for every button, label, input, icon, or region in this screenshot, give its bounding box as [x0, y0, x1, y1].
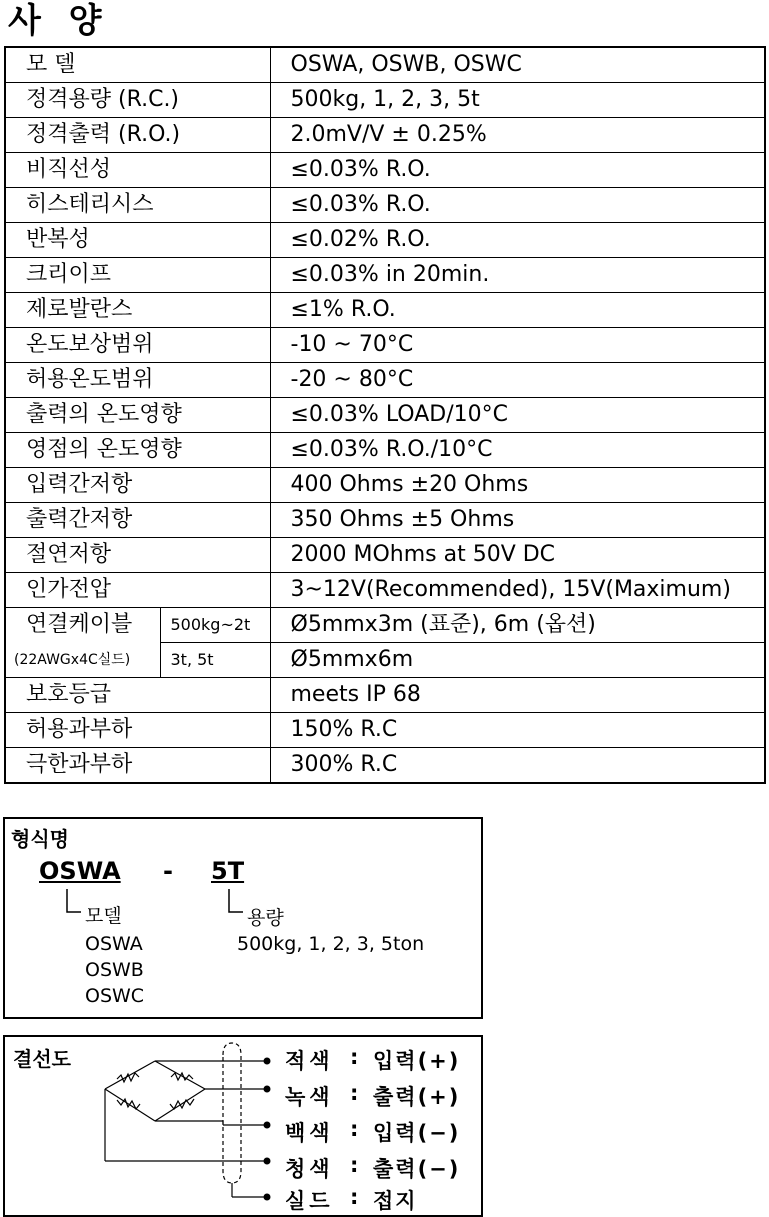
- spec-row: [5, 188, 765, 223]
- spec-value: 350 Ohms ±5 Ohms: [270, 503, 765, 538]
- spec-value: ≤0.02% R.O.: [270, 223, 765, 258]
- model-code-capacity: 5T: [211, 857, 245, 885]
- cable-sublabel: (22AWGx4C실드): [5, 643, 160, 678]
- spec-label: 출력간저항: [5, 503, 270, 538]
- spec-value: -20 ~ 80°C: [270, 363, 765, 398]
- spec-label: 모 델: [5, 47, 270, 83]
- spec-row: [5, 468, 765, 503]
- spec-value: OSWA, OSWB, OSWC: [270, 47, 765, 83]
- spec-label: 온도보상범위: [5, 328, 270, 363]
- spec-row: [5, 748, 765, 784]
- cable-value-1: Ø5mmx3m (표준), 6m (옵션): [270, 608, 765, 643]
- spec-label: 정격용량 (R.C.): [5, 83, 270, 118]
- spec-row: [5, 538, 765, 573]
- wire-color: 백색: [285, 1121, 334, 1145]
- wire-function: 입력(+): [373, 1049, 461, 1073]
- spec-label: 크리이프: [5, 258, 270, 293]
- model-code-dash: -: [163, 857, 173, 885]
- wire-sep: :: [350, 1185, 363, 1209]
- spec-label: 입력간저항: [5, 468, 270, 503]
- spec-value: ≤0.03% in 20min.: [270, 258, 765, 293]
- wire-color: 녹색: [285, 1085, 334, 1109]
- spec-row: [5, 713, 765, 748]
- wire-function: 출력(+): [373, 1085, 461, 1109]
- wire-color: 적색: [285, 1049, 334, 1073]
- spec-row: [5, 258, 765, 293]
- spec-label: 허용온도범위: [5, 363, 270, 398]
- spec-value: 150% R.C: [270, 713, 765, 748]
- spec-label: 허용과부하: [5, 713, 270, 748]
- cable-value-2: Ø5mmx6m: [270, 643, 765, 678]
- wire-sep: :: [350, 1081, 363, 1105]
- model-option-1: OSWA: [85, 933, 143, 955]
- wiring-title: 결선도: [13, 1047, 71, 1071]
- capacity-options: 500kg, 1, 2, 3, 5ton: [237, 933, 425, 955]
- spec-label: 절연저항: [5, 538, 270, 573]
- spec-label: 출력의 온도영향: [5, 398, 270, 433]
- spec-value: 2.0mV/V ± 0.25%: [270, 118, 765, 153]
- spec-row: [5, 293, 765, 328]
- spec-row: [5, 503, 765, 538]
- spec-row: [5, 433, 765, 468]
- cable-cap-2: 3t, 5t: [160, 643, 270, 678]
- wire-color: 청색: [285, 1157, 334, 1181]
- spec-row: [5, 153, 765, 188]
- cable-row: [5, 643, 765, 678]
- wire-sep: :: [350, 1117, 363, 1141]
- wire-function: 출력(−): [373, 1157, 461, 1181]
- spec-value: ≤0.03% R.O./10°C: [270, 433, 765, 468]
- spec-value: ≤0.03% R.O.: [270, 188, 765, 223]
- wire-sep: :: [350, 1045, 363, 1069]
- spec-value: ≤0.03% LOAD/10°C: [270, 398, 765, 433]
- wire-color: 실드: [285, 1189, 334, 1213]
- spec-label: 비직선성: [5, 153, 270, 188]
- spec-label: 히스테리시스: [5, 188, 270, 223]
- spec-label: 정격출력 (R.O.): [5, 118, 270, 153]
- spec-value: 500kg, 1, 2, 3, 5t: [270, 83, 765, 118]
- spec-row: [5, 573, 765, 608]
- spec-row: [5, 47, 765, 83]
- spec-value: 2000 MOhms at 50V DC: [270, 538, 765, 573]
- spec-value: ≤1% R.O.: [270, 293, 765, 328]
- model-code-model: OSWA: [39, 857, 121, 885]
- model-option-2: OSWB: [85, 959, 144, 981]
- cable-row: [5, 608, 765, 643]
- model-code-box: [3, 817, 483, 1019]
- wiring-box: [3, 1035, 483, 1217]
- page-title: 사 양: [8, 1, 110, 41]
- spec-table: [4, 46, 766, 784]
- model-option-3: OSWC: [85, 985, 145, 1007]
- spec-label: 영점의 온도영향: [5, 433, 270, 468]
- spec-value: -10 ~ 70°C: [270, 328, 765, 363]
- spec-row: [5, 118, 765, 153]
- wire-function: 접지: [373, 1189, 418, 1213]
- spec-row: [5, 398, 765, 433]
- spec-row: [5, 678, 765, 713]
- spec-label: 인가전압: [5, 573, 270, 608]
- spec-value: ≤0.03% R.O.: [270, 153, 765, 188]
- wire-sep: :: [350, 1153, 363, 1177]
- spec-row: [5, 328, 765, 363]
- cable-cap-1: 500kg~2t: [160, 608, 270, 643]
- spec-label: 반복성: [5, 223, 270, 258]
- model-code-brackets: [5, 819, 481, 1017]
- model-code-title: 형식명: [11, 827, 69, 851]
- wire-function: 입력(−): [373, 1121, 461, 1145]
- cable-label: 연결케이블: [5, 608, 160, 643]
- spec-label: 극한과부하: [5, 748, 270, 784]
- spec-label: 제로발란스: [5, 293, 270, 328]
- model-label: 모델: [85, 905, 122, 927]
- spec-value: 400 Ohms ±20 Ohms: [270, 468, 765, 503]
- spec-row: [5, 363, 765, 398]
- spec-value: 300% R.C: [270, 748, 765, 784]
- spec-value: meets IP 68: [270, 678, 765, 713]
- capacity-label: 용량: [247, 907, 284, 929]
- spec-label: 보호등급: [5, 678, 270, 713]
- spec-row: [5, 223, 765, 258]
- spec-row: [5, 83, 765, 118]
- spec-value: 3~12V(Recommended), 15V(Maximum): [270, 573, 765, 608]
